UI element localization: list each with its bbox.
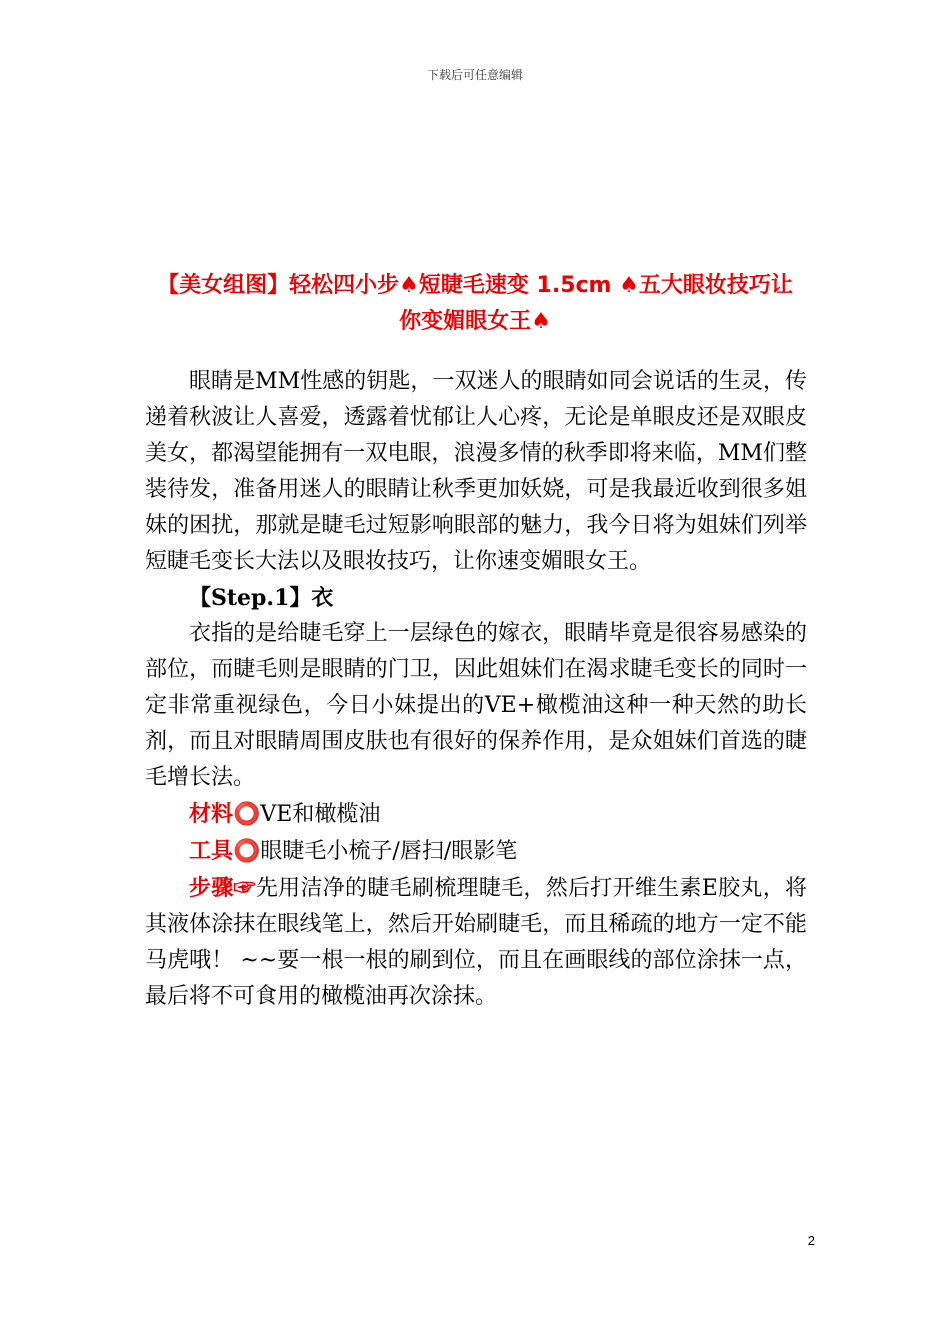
intro-paragraph: 眼睛是MM性感的钥匙，一双迷人的眼睛如同会说话的生灵，传递着秋波让人喜爱，透露着忧郁让人心疼，无论是单眼皮还是双眼皮美女，都渴望能拥有一双电眼，浪漫多情的秋季即将来临，MM们整装待发，准备用迷人的眼睛让秋季更加妖娆，可是我最近收到很多姐妹的困扰，那就是睫毛过短影响眼部的魅力，我今日将为姐妹们列举短睫毛变长大法以及眼妆技巧，让你速变媚眼女王。 [145, 369, 807, 574]
article-body [145, 364, 807, 1015]
steps-label: 步骤☞ [189, 875, 256, 901]
steps-text: 先用洁净的睫毛刷梳理睫毛，然后打开维生素E胶丸，将其液体涂抹在眼线笔上，然后开始刷睫毛，而且稀疏的地方一定不能马虎哦！ ~~要一根一根的刷到位，而且在画眼线的部位涂抹一点，最后将不可食用的橄榄油再次涂抹。 [145, 876, 807, 1009]
article-title-line-1: 【美女组图】轻松四小步♠短睫毛速变 1.5cm ♠五大眼妆技巧让 [157, 273, 793, 298]
materials-text: VE和橄榄油 [260, 802, 381, 827]
page-number: 2 [807, 1233, 815, 1248]
tools-text: 眼睫毛小梳子/唇扫/眼影笔 [260, 839, 518, 864]
step1-paragraph: 衣指的是给睫毛穿上一层绿色的嫁衣，眼睛毕竟是很容易感染的部位，而睫毛则是眼睛的门卫，因此姐妹们在渴求睫毛变长的同时一定非常重视绿色，今日小妹提出的VE+橄榄油这种一种天然的助长剂，而且对眼睛周围皮肤也有很好的保养作用，是众姐妹们首选的睫毛增长法。 [145, 621, 807, 790]
materials-label: 材料⭕ [189, 801, 261, 827]
tools-line [145, 833, 807, 870]
materials-line [145, 796, 807, 833]
tools-label: 工具⭕ [189, 838, 261, 864]
step1-heading: 【Step.1】衣 [189, 585, 334, 611]
article-title-line-2: 你变媚眼女王♠ [399, 309, 551, 334]
steps-line [145, 870, 807, 1015]
article-title [145, 268, 805, 340]
header-note: 下载后可任意编辑 [426, 68, 523, 82]
